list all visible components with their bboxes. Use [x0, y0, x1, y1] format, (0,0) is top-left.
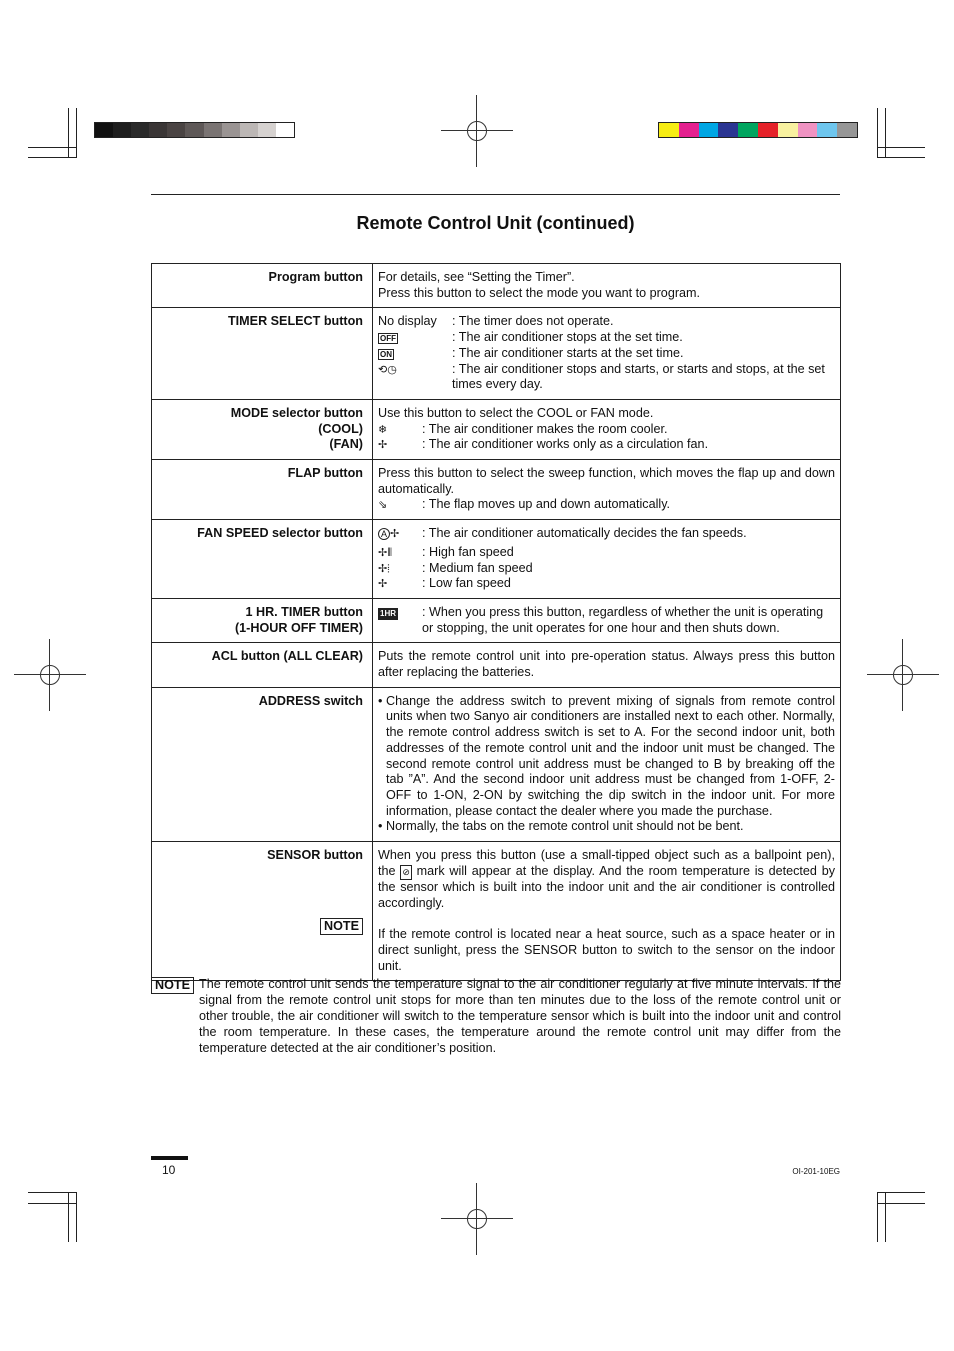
table-row [152, 399, 841, 459]
description-text: For details, see “Setting the Timer”. [378, 270, 575, 284]
row-label: FLAP button [152, 460, 373, 520]
sensor-icon: ⊘ [400, 865, 412, 880]
fan-icon: ✢ [378, 439, 388, 452]
crop-mark [877, 1192, 925, 1193]
footer-note [151, 977, 841, 1057]
description-text: Normally, the tabs on the remote control unit should not be bent. [386, 819, 744, 834]
description-text: Puts the remote control unit into pre-operation status. Always press this button after replacing the batteries. [378, 649, 835, 680]
table-row [152, 643, 841, 687]
table-row [152, 264, 841, 308]
row-description [373, 643, 841, 687]
row-description [373, 308, 841, 400]
table-row [152, 308, 841, 400]
row-description [373, 264, 841, 308]
row-description [373, 399, 841, 459]
color-swatch [240, 123, 258, 137]
row-label [152, 598, 373, 642]
fan-low-icon: ✢ [378, 578, 388, 591]
fan-auto-icon: A ✢ [378, 528, 399, 541]
document-code: OI-201-10EG [792, 1167, 840, 1176]
color-swatch [258, 123, 276, 137]
crop-mark [877, 108, 878, 158]
registration-target-icon [867, 639, 939, 711]
row-label: Program button [152, 264, 373, 308]
timer-off-icon: OFF [380, 334, 396, 344]
row-label: ADDRESS switch [152, 687, 373, 841]
color-swatch [758, 123, 778, 137]
description-text: Press this button to select the sweep function, which moves the flap up and down automatically. [378, 466, 835, 496]
description-text: : The air conditioner stops and starts, or starts and stops, at the set times every day. [452, 361, 825, 392]
crop-mark [68, 1192, 69, 1242]
fan-high-icon: ✢⦀ [378, 546, 393, 559]
row-label: FAN SPEED selector button [152, 520, 373, 599]
page-title: Remote Control Unit (continued) [356, 213, 635, 233]
registration-target-icon [441, 1183, 513, 1255]
description-text: : The timer does not operate. [452, 314, 614, 329]
color-calibration-bar [658, 122, 858, 138]
snowflake-icon: ❄ [378, 423, 388, 436]
description-text: : High fan speed [422, 544, 514, 559]
color-swatch [185, 123, 203, 137]
color-swatch [679, 123, 699, 137]
color-swatch [149, 123, 167, 137]
crop-mark [28, 147, 76, 148]
flap-swing-icon: ⇘ [378, 499, 388, 512]
row-label-line: (1-HOUR OFF TIMER) [234, 620, 363, 635]
row-label [152, 842, 373, 981]
row-description [373, 842, 841, 981]
description-text: : Medium fan speed [422, 560, 533, 575]
color-swatch [817, 123, 837, 137]
color-swatch [113, 123, 131, 137]
crop-mark [28, 1192, 76, 1193]
crop-mark [877, 1192, 878, 1242]
description-text: : When you press this button, regardless of whether the unit is operating or stopping, the unit operates for one hour and then shuts down. [422, 604, 824, 635]
description-text: : The flap moves up and down automatically. [422, 497, 671, 512]
row-label-line: (COOL) [318, 421, 363, 436]
color-swatch [718, 123, 738, 137]
crop-mark [877, 157, 925, 158]
one-hour-timer-icon: 1HR [380, 608, 397, 618]
crop-mark [28, 157, 76, 158]
table-row [152, 460, 841, 520]
color-swatch [222, 123, 240, 137]
note-text: If the remote control is located near a heat source, such as a space heater or in direct sunlight, press the SENSOR button to switch to the sensor on the indoor unit. [378, 927, 835, 973]
crop-mark [28, 1203, 76, 1204]
description-text: : The air conditioner makes the room cooler. [422, 421, 668, 436]
color-swatch [738, 123, 758, 137]
fan-medium-icon: ✢⦙ [378, 562, 390, 575]
row-description: • Change the address switch to prevent mixing of signals from remote control units when two Sanyo air conditioners are installed next to each other. Normally, the remote control address switch is set to A. For the second indoor unit, both addresses of the remote control unit and the indoor unit must be changed. The second remote control unit address must be changed to B by breaking off the tab ”A”. And the second indoor unit address must be changed from 1-OFF, 2-OFF to 1-ON, 2-ON by switching the dip switch in the indoor unit. For more information, please contact the dealer where you made the purchase. • Normally, the tabs on the remote control unit should not be bent. [373, 687, 841, 841]
row-label: TIMER SELECT button [152, 308, 373, 400]
row-label [152, 399, 373, 459]
description-text: : The air conditioner stops at the set time. [452, 330, 683, 345]
crop-mark [885, 108, 886, 158]
color-swatch [837, 123, 857, 137]
crop-mark [885, 1192, 886, 1242]
page-number-rule [151, 1156, 188, 1160]
table-row [152, 598, 841, 642]
description-text: : The air conditioner works only as a circulation fan. [422, 437, 709, 452]
note-badge: NOTE [151, 977, 194, 994]
description-text: Use this button to select the COOL or FAN mode. [378, 405, 654, 420]
crop-mark [877, 147, 925, 148]
row-description [373, 460, 841, 520]
crop-mark [877, 1203, 925, 1204]
description-text: : The air conditioner starts at the set time. [452, 345, 684, 360]
note-text: The remote control unit sends the temperature signal to the air conditioner regularly at five minute intervals. If the signal from the remote control unit stops for more than ten minutes due to the loss of the remote control unit or other trouble, the air conditioner will switch to the temperature sensor which is built into the indoor unit and control the room temperature. In these cases, the temperature around the remote control unit may differ from the temperature detected at the air conditioner’s position. [199, 977, 841, 1055]
timer-cycle-icon: ⟲◷ [378, 363, 397, 376]
color-swatch [798, 123, 818, 137]
description-text: When you press this button (use a small-tipped object such as a ballpoint pen), the ⊘ mark will appear at the display. And the room temperature is detected by the sensor which is built into the indoor unit and the air conditioner is controlled accordingly. [378, 848, 836, 910]
row-label-line: 1 HR. TIMER button [245, 604, 363, 619]
note-badge: NOTE [320, 918, 363, 935]
page-number: 10 [162, 1163, 176, 1177]
color-swatch [659, 123, 679, 137]
crop-mark [76, 108, 77, 158]
table-row [152, 687, 841, 841]
row-label-line: SENSOR button [267, 848, 363, 863]
header-rule [151, 194, 840, 195]
color-swatch [276, 123, 294, 137]
row-description [373, 520, 841, 599]
color-swatch [167, 123, 185, 137]
color-swatch [95, 123, 113, 137]
crop-mark [76, 1192, 77, 1242]
description-text: : The air conditioner automatically decides the fan speeds. [422, 526, 747, 541]
registration-target-icon [14, 639, 86, 711]
description-text: Press this button to select the mode you want to program. [378, 285, 701, 300]
color-swatch [204, 123, 222, 137]
table-row [152, 842, 841, 981]
grayscale-calibration-bar [94, 122, 295, 138]
description-text: Change the address switch to prevent mixing of signals from remote control units when two Sanyo air conditioners are installed next to each other. Normally, the remote control address switch is set to A. For the second indoor unit, both addresses of the remote control unit and the indoor unit must be changed. The second remote control unit address must be changed to B by breaking off the tab ”A”. And the second indoor unit address must be changed from 1-OFF, 2-OFF to 1-ON, 2-ON by switching the dip switch in the indoor unit. For more information, please contact the dealer where you made the purchase. [386, 693, 835, 818]
row-description [373, 598, 841, 642]
row-label: ACL button (ALL CLEAR) [152, 643, 373, 687]
row-label-line: (FAN) [329, 437, 363, 452]
color-swatch [131, 123, 149, 137]
remote-control-table [151, 263, 841, 981]
color-swatch [778, 123, 798, 137]
description-text: : Low fan speed [422, 576, 511, 591]
crop-mark [68, 108, 69, 158]
no-display-key: No display [378, 314, 437, 329]
color-swatch [699, 123, 719, 137]
row-label-line: MODE selector button [230, 405, 363, 420]
registration-target-icon [441, 95, 513, 167]
table-row [152, 520, 841, 599]
timer-on-icon: ON [380, 349, 392, 359]
